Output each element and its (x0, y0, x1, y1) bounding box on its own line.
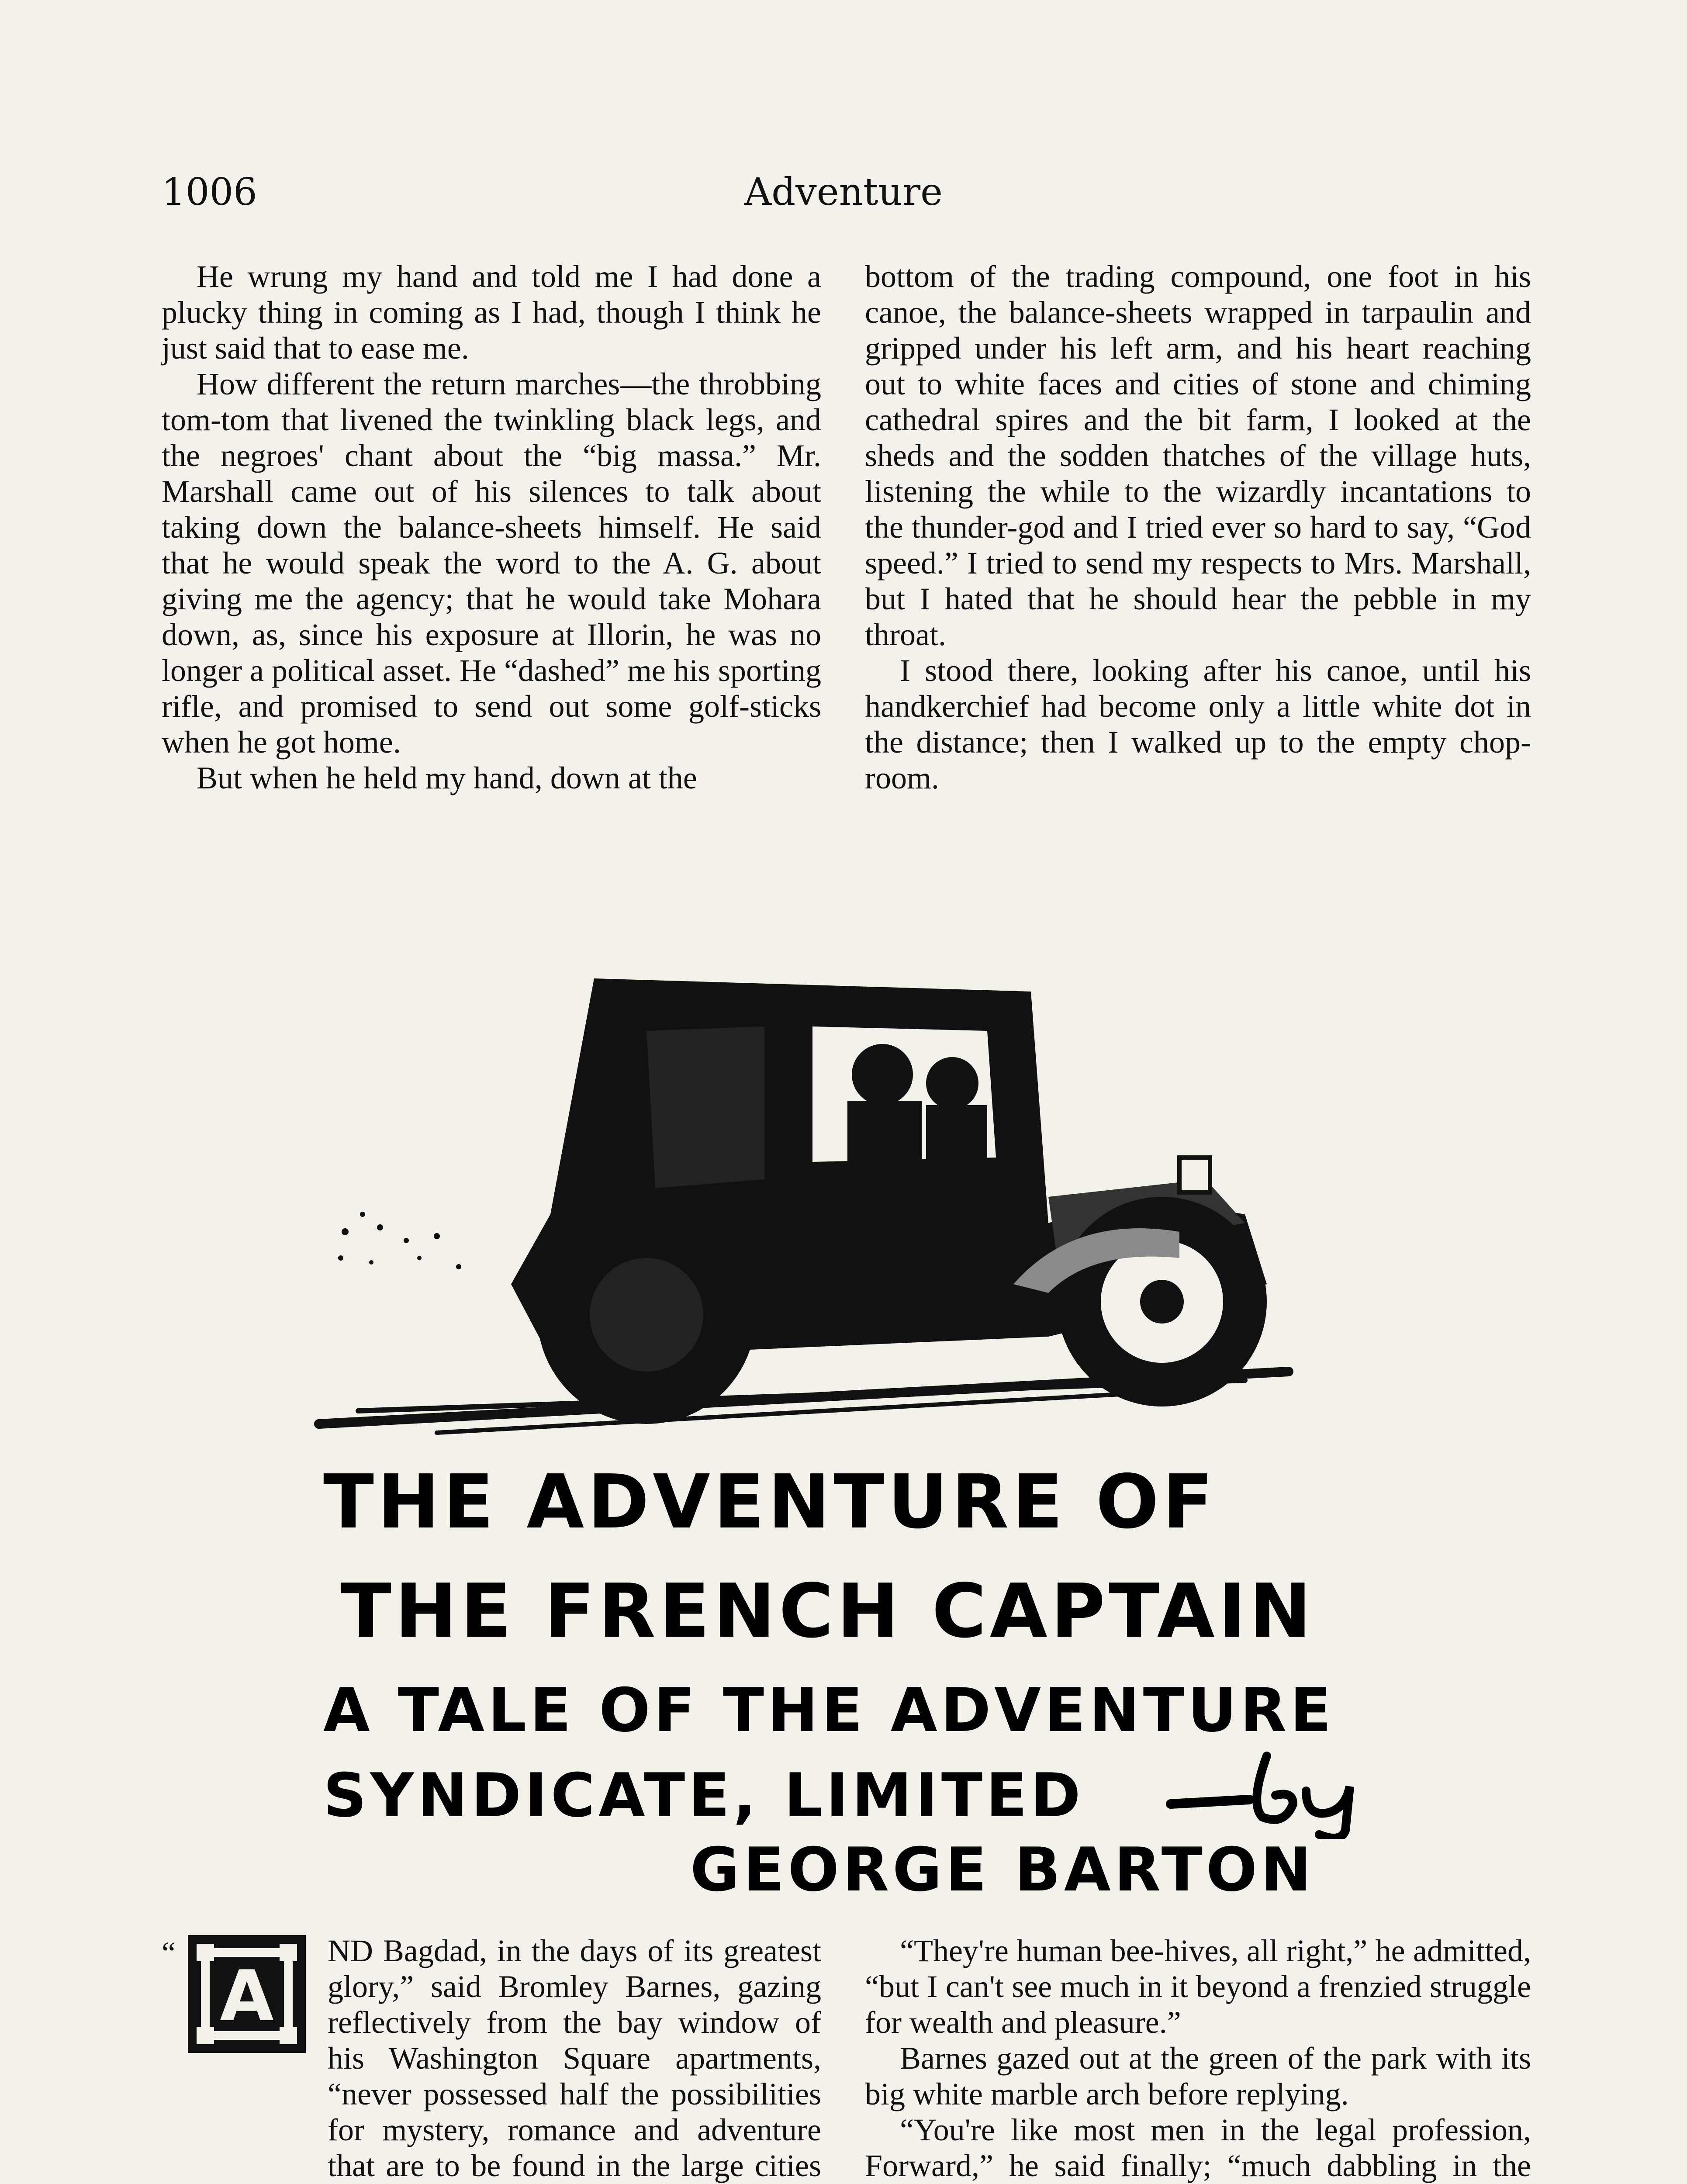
drop-cap-ornament (188, 1935, 306, 2053)
story-subtitle-line-2: SYNDICATE, LIMITED (323, 1760, 1084, 1831)
new-story-left-column-wrap (328, 1933, 821, 2184)
page-number: 1006 (162, 170, 257, 214)
paragraph: How different the return marches—the throbbing tom-tom that livened the twinkling black legs, and the negroes' chant about the “big massa.” Mr. Marshall came out of his silences to talk about taking down the balance-sheets himself. He said that he would speak the word to the A. G. about giving me the agency; that he would take Mohara down, as, since his exposure at Illorin, he was no longer a political asset. He “dashed” me his sporting rifle, and promised to send out some golf-sticks when he got home. (162, 366, 821, 760)
paragraph: But when he held my hand, down at the (197, 760, 697, 795)
prior-story-right-column (865, 259, 1531, 796)
running-title: Adventure (744, 170, 943, 214)
opening-quote: “ (162, 1935, 176, 1970)
author-name: GEORGE BARTON (690, 1835, 1315, 1905)
story-title-line-1: THE ADVENTURE OF (323, 1459, 1217, 1545)
paragraph: He wrung my hand and told me I had done a plucky thing in coming as I had, though I think he just said that to ease me. (162, 259, 821, 366)
story-subtitle-line-1: A TALE OF THE ADVENTURE (323, 1675, 1335, 1745)
paragraph: ND Bagdad, in the days of its greatest glory,” said Bromley Barnes, gazing reflectively from the bay window of his Washington Square apartments, “never possessed half the possibilities for mystery, romance and adventure that are to be found in the large cities (328, 1933, 821, 2183)
story-title-line-2: THE FRENCH CAPTAIN (341, 1568, 1315, 1655)
paragraph: Barnes gazed out at the green of the park with its big white marble arch before replying. (865, 2041, 1531, 2111)
automobile-illustration (306, 952, 1398, 1441)
prior-story-left-column (162, 259, 821, 796)
paragraph: “They're human bee-hives, all right,” he admitted, “but I can't see much in it beyond a frenzied struggle for wealth and pleasure.” (865, 1933, 1531, 2040)
paragraph: “You're like most men in the legal profession, Forward,” he said finally; “much dabbling in the (865, 2112, 1531, 2183)
drop-cap-letter: A (220, 1955, 274, 2037)
byline-script (1162, 1743, 1367, 1839)
new-story-right-column (865, 1933, 1531, 2184)
dust-specks (338, 1212, 461, 1269)
paragraph: bottom of the trading compound, one foot in his canoe, the balance-sheets wrapped in tarpaulin and gripped under his left arm, and his heart reaching out to white faces and cities of stone and chiming cathedral spires and the bit farm, I looked at the sheds and the sodden thatches of the village huts, listening the while to the wizardly incantations to the thunder-god and I tried ever so hard to say, “God speed.” I tried to send my respects to Mrs. Marshall, but I hated that he should hear the pebble in my throat. (865, 259, 1531, 652)
paragraph: I stood there, looking after his canoe, until his handkerchief had become only a little white dot in the distance; then I walked up to the empty chop-room. (865, 653, 1531, 795)
rear-wheel (537, 1206, 756, 1424)
front-wheel (1057, 1197, 1267, 1406)
